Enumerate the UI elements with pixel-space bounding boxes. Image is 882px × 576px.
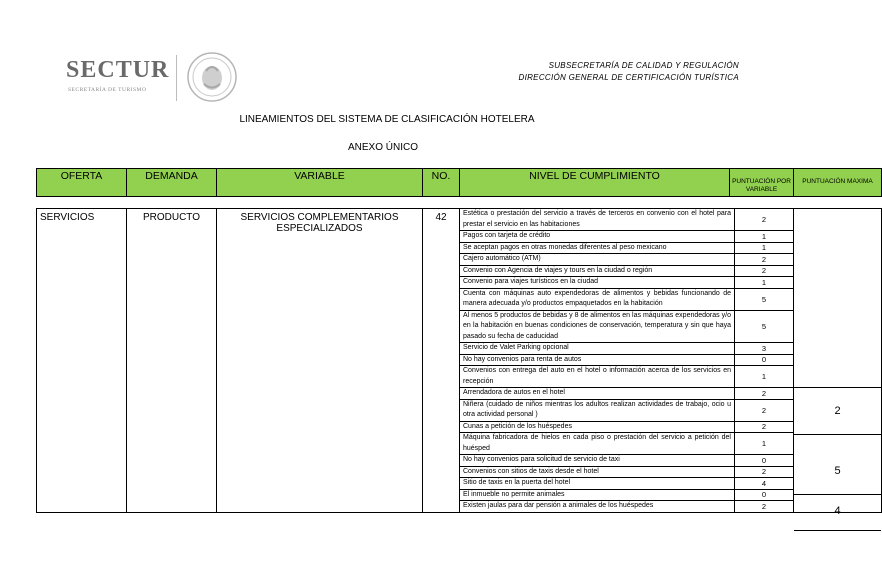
level-points: 2 (734, 422, 793, 433)
level-text: Arrendadora de autos en el hotel (463, 389, 565, 396)
level-points: 1 (734, 277, 793, 288)
level-points: 0 (734, 355, 793, 366)
document-subtitle: ANEXO ÚNICO (347, 142, 418, 153)
max-divider (794, 434, 881, 435)
level-row (460, 467, 793, 479)
level-points: 1 (734, 243, 793, 254)
table-header (36, 168, 882, 197)
level-row (460, 366, 793, 388)
level-row (460, 501, 793, 512)
logo-subtext: SECRETARÍA DE TURISMO (68, 87, 147, 93)
level-row (460, 254, 793, 266)
level-text: No hay convenios para renta de autos (463, 355, 582, 363)
level-row (460, 231, 793, 243)
level-text: Se aceptan pagos en otras monedas diferentes al peso mexicano (463, 243, 667, 251)
level-row (460, 311, 793, 344)
level-points: 5 (734, 311, 793, 343)
level-points: 1 (734, 433, 793, 454)
level-row (460, 209, 793, 231)
level-text: Servicio de Valet Parking opcional (463, 344, 569, 351)
level-points: 2 (734, 254, 793, 265)
level-text: Convenios con entrega del auto en el hotel o información acerca de los servicios en recepción (463, 367, 731, 385)
level-points: 2 (734, 501, 793, 512)
col-puntuacion: PUNTUACIÓN POR VARIABLE (730, 169, 794, 197)
level-text: Cuenta con máquinas auto expendedoras de alimentos y bebidas funcionando de manera adecuada y/o productos empaquetados en la habitación (463, 289, 731, 307)
table-body (36, 208, 882, 517)
cell-no: 42 (423, 209, 460, 513)
level-points: 5 (734, 289, 793, 310)
national-seal-icon (186, 51, 238, 103)
level-text: Cunas a petición de los huéspedes (463, 422, 572, 430)
col-variable: VARIABLE (217, 169, 423, 197)
level-points: 2 (734, 467, 793, 478)
level-points: 2 (734, 209, 793, 230)
level-text: El inmueble no permite animales (463, 490, 565, 498)
max-divider (794, 530, 881, 531)
cell-oferta: SERVICIOS (37, 209, 127, 513)
level-points: 1 (734, 231, 793, 242)
max-divider (794, 494, 881, 495)
level-points: 1 (734, 366, 793, 387)
level-points: 2 (734, 400, 793, 421)
level-text: Sitio de taxis en la puerta del hotel (463, 479, 571, 486)
logo-divider (176, 55, 177, 101)
level-row (460, 243, 793, 255)
level-text: Convenio para viajes turísticos en la ciudad (463, 278, 599, 285)
level-points: 2 (734, 388, 793, 399)
cell-demanda: PRODUCTO (127, 209, 217, 513)
logo-text: SECTUR (66, 57, 170, 83)
level-row (460, 388, 793, 400)
level-points: 4 (734, 478, 793, 489)
max-score-value: 2 (834, 405, 841, 417)
level-text: Pagos con tarjeta de crédito (463, 232, 551, 239)
direccion-text: DIRECCIÓN GENERAL DE CERTIFICACIÓN TURÍSTICA (518, 73, 739, 82)
max-score-value: 5 (834, 465, 841, 477)
subsecretaria-text: SUBSECRETARÍA DE CALIDAD Y REGULACIÓN (548, 61, 739, 70)
level-row (460, 490, 793, 502)
level-points: 0 (734, 455, 793, 466)
max-score-cell (794, 209, 882, 517)
levels-cell (460, 209, 794, 513)
level-text: Convenio con Agencia de viajes y tours en la ciudad o región (463, 266, 653, 274)
level-points: 3 (734, 343, 793, 354)
level-text: Convenios con sitios de taxis desde el hotel (463, 467, 599, 475)
level-points: 2 (734, 266, 793, 277)
level-row (460, 343, 793, 355)
level-row (460, 478, 793, 490)
level-text: Al menos 5 productos de bebidas y 8 de alimentos en las máquinas expendedoras y/o en la habitación en buenas condiciones de conservación, temperatura y sin que haya pasado su fecha de caducidad (463, 311, 731, 340)
level-row (460, 277, 793, 289)
level-text: Niñera (cuidado de niños mientras los adultos realizan actividades de trabajo, ocio u otra actividad personal ) (463, 400, 731, 418)
col-no: NO. (423, 169, 460, 197)
cell-variable: SERVICIOS COMPLEMENTARIOS ESPECIALIZADOS (217, 209, 423, 513)
document-title: LINEAMIENTOS DEL SISTEMA DE CLASIFICACIÓN HOTELERA (239, 114, 535, 125)
level-points: 0 (734, 490, 793, 501)
col-maxima: PUNTUACIÓN MAXIMA (794, 169, 882, 197)
level-text: No hay convenios para solicitud de servicio de taxi (463, 456, 620, 463)
level-row (460, 433, 793, 455)
agency-heading (480, 60, 739, 84)
col-oferta: OFERTA (37, 169, 127, 197)
max-divider (794, 387, 881, 388)
level-row (460, 422, 793, 434)
level-text: Existen jaulas para dar pensión a animales de los huéspedes (463, 502, 654, 509)
level-row (460, 266, 793, 278)
level-row (460, 355, 793, 367)
level-text: Máquina fabricadora de hielos en cada piso o prestación del servicio a petición del huésped (463, 434, 731, 452)
max-score-value: 4 (834, 505, 841, 517)
level-row (460, 289, 793, 311)
level-row (460, 400, 793, 422)
levels-list (460, 209, 793, 512)
col-nivel: NIVEL DE CUMPLIMIENTO (460, 169, 730, 197)
level-text: Cajero automático (ATM) (463, 255, 541, 262)
level-text: Estética o prestación del servicio a través de terceros en convenio con el hotel para prestar el servicio en las habitaciones (463, 210, 731, 228)
sectur-logo (66, 57, 246, 103)
col-demanda: DEMANDA (127, 169, 217, 197)
level-row (460, 455, 793, 467)
